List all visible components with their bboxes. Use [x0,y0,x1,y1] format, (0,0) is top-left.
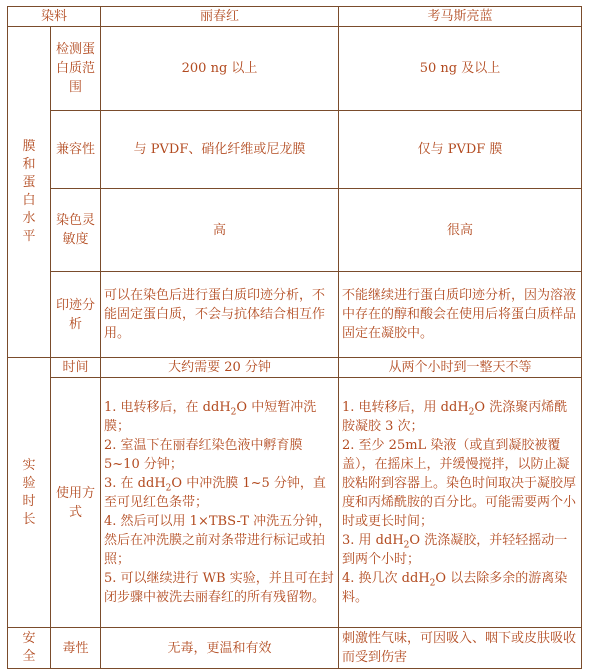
coomassie-toxicity: 刺激性气味，可因吸入、咽下或皮肤吸收而受到伤害 [339,628,582,669]
table-row [8,272,582,358]
list-item: 2. 至少 25mL 染液（或直到凝胶被覆盖），在摇床上，并缓慢搅拌，以防止凝胶粘附到容器上。染色时间取决于凝胶厚度和丙烯酰胺的百分比。可能需要两个小时或更长时间； [342,438,577,529]
label-usage: 使用方式 [51,378,101,628]
list-item: 3. 用 ddH$_2$O 洗涤凝胶，并轻轻摇动一到两个小时； [342,533,568,567]
ponceau-blot: 可以在染色后进行蛋白质印迹分析，不能固定蛋白质，不会与抗体结合相互作用。 [101,272,339,358]
group-membrane-protein: 膜和蛋白水平 [8,27,51,358]
list-item: 4. 然后可以用 1×TBS-T 冲洗五分钟，然后在冲洗膜之前对条带进行标记或拍照； [104,514,332,567]
label-blot: 印迹分析 [51,272,101,358]
coomassie-usage [339,378,582,628]
ponceau-sensitivity: 高 [101,189,339,272]
table-container [7,6,582,669]
label-compat: 兼容性 [51,111,101,189]
table-row [8,111,582,189]
dye-comparison-table [7,6,582,669]
group-duration: 实验时长 [8,358,51,628]
table-row [8,358,582,378]
coomassie-time: 从两个小时到一整天不等 [339,358,582,378]
ponceau-time: 大约需要 20 分钟 [101,358,339,378]
ponceau-compat: 与 PVDF、硝化纤维或尼龙膜 [101,111,339,189]
table-row [8,628,582,669]
group-safety: 安全 [8,628,51,669]
list-item: 1. 电转移后，在 ddH$_2$O 中短暂冲洗膜； [104,400,317,434]
table-row [8,27,582,111]
coomassie-blot: 不能继续进行蛋白质印迹分析，因为溶液中存在的醇和酸会在使用后将蛋白质样品固定在凝胶中。 [339,272,582,358]
coomassie-compat: 仅与 PVDF 膜 [339,111,582,189]
list-item: 2. 室温下在丽春红染色液中孵育膜 5~10 分钟； [104,438,303,472]
list-item: 3. 在 ddH$_2$O 中冲洗膜 1~5 分钟，直至可见红色条带； [104,476,326,510]
header-coomassie: 考马斯亮蓝 [339,7,582,27]
label-time: 时间 [51,358,101,378]
header-dye: 染料 [8,7,101,27]
ponceau-usage [101,378,339,628]
label-toxicity: 毒性 [51,628,101,669]
list-item: 5. 可以继续进行 WB 实验，并且可在封闭步骤中被洗去丽春红的所有残留物。 [104,571,334,605]
table-row [8,189,582,272]
ponceau-detect-range: 200 ng 以上 [101,27,339,111]
table-row [8,378,582,628]
coomassie-detect-range: 50 ng 及以上 [339,27,582,111]
label-sensitivity: 染色灵敏度 [51,189,101,272]
coomassie-sensitivity: 很高 [339,189,582,272]
header-row [8,7,582,27]
label-detect-range: 检测蛋白质范围 [51,27,101,111]
list-item: 1. 电转移后，用 ddH$_2$O 洗涤聚丙烯酰胺凝胶 3 次； [342,400,568,434]
ponceau-toxicity: 无毒，更温和有效 [101,628,339,669]
list-item: 4. 换几次 ddH$_2$O 以去除多余的游离染料。 [342,571,568,605]
header-ponceau: 丽春红 [101,7,339,27]
